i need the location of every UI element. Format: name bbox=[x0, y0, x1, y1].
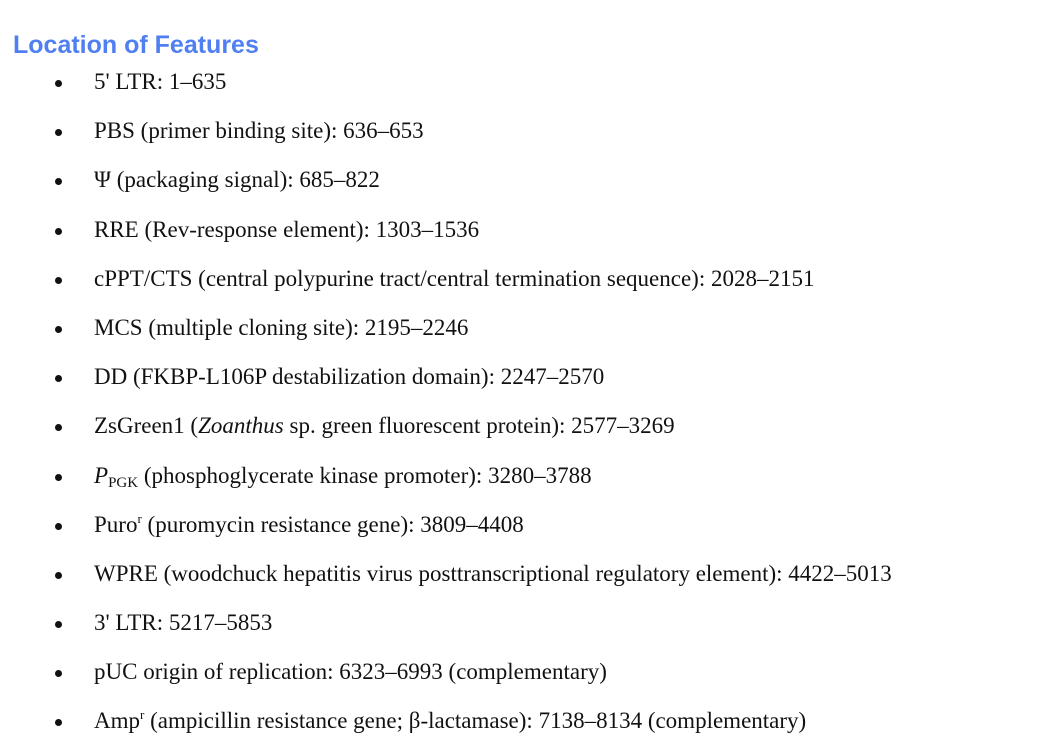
feature-text: pUC origin of replication: 6323–6993 (complementary) bbox=[94, 659, 607, 685]
feature-text: Ψ (packaging signal): 685–822 bbox=[94, 167, 380, 193]
bullet-icon bbox=[55, 326, 62, 333]
species-name: Zoanthus bbox=[198, 413, 284, 439]
feature-text: MCS (multiple cloning site): 2195–2246 bbox=[94, 314, 469, 340]
feature-text: 3' LTR: 5217–5853 bbox=[94, 610, 273, 636]
feature-text-prefix: Puro bbox=[94, 511, 138, 537]
bullet-icon bbox=[55, 572, 62, 579]
promoter-symbol: P bbox=[94, 462, 109, 488]
bullet-icon bbox=[55, 277, 62, 284]
feature-text-prefix: Amp bbox=[94, 708, 140, 734]
feature-text: cPPT/CTS (central polypurine tract/central termination sequence): 2028–2151 bbox=[94, 265, 815, 291]
bullet-icon bbox=[55, 424, 62, 431]
bullet-icon bbox=[55, 129, 62, 136]
feature-text: PBS (primer binding site): 636–653 bbox=[94, 118, 424, 144]
bullet-icon bbox=[55, 621, 62, 628]
bullet-icon bbox=[55, 80, 62, 87]
bullet-icon bbox=[55, 228, 62, 235]
feature-text bbox=[94, 510, 524, 540]
bullet-icon bbox=[55, 719, 62, 726]
promoter-subscript: PGK bbox=[108, 474, 139, 491]
resistance-superscript: r bbox=[137, 510, 142, 526]
bullet-icon bbox=[55, 523, 62, 530]
feature-text: RRE (Rev-response element): 1303–1536 bbox=[94, 216, 480, 242]
feature-text bbox=[94, 411, 675, 441]
bullet-icon bbox=[55, 670, 62, 677]
feature-text-prefix: ZsGreen1 ( bbox=[94, 413, 199, 439]
section-heading: Location of Features bbox=[13, 31, 259, 59]
bullet-icon bbox=[55, 375, 62, 382]
resistance-superscript: r bbox=[140, 707, 145, 723]
bullet-icon bbox=[55, 178, 62, 185]
bullet-icon bbox=[55, 474, 62, 481]
feature-text-suffix: (phosphoglycerate kinase promoter): 3280–3788 bbox=[138, 462, 592, 488]
feature-text: 5' LTR: 1–635 bbox=[94, 69, 227, 94]
feature-text bbox=[94, 461, 592, 491]
feature-text-suffix: (ampicillin resistance gene; β-lactamase): 7138–8134 (complementary) bbox=[144, 708, 807, 734]
feature-text: DD (FKBP-L106P destabilization domain): 2247–2570 bbox=[94, 364, 605, 390]
feature-text: WPRE (woodchuck hepatitis virus posttranscriptional regulatory element): 4422–5013 bbox=[94, 560, 892, 586]
feature-text-suffix: (puromycin resistance gene): 3809–4408 bbox=[141, 511, 524, 537]
feature-text-suffix: sp. green fluorescent protein): 2577–3269 bbox=[283, 413, 675, 439]
feature-text bbox=[94, 706, 806, 736]
